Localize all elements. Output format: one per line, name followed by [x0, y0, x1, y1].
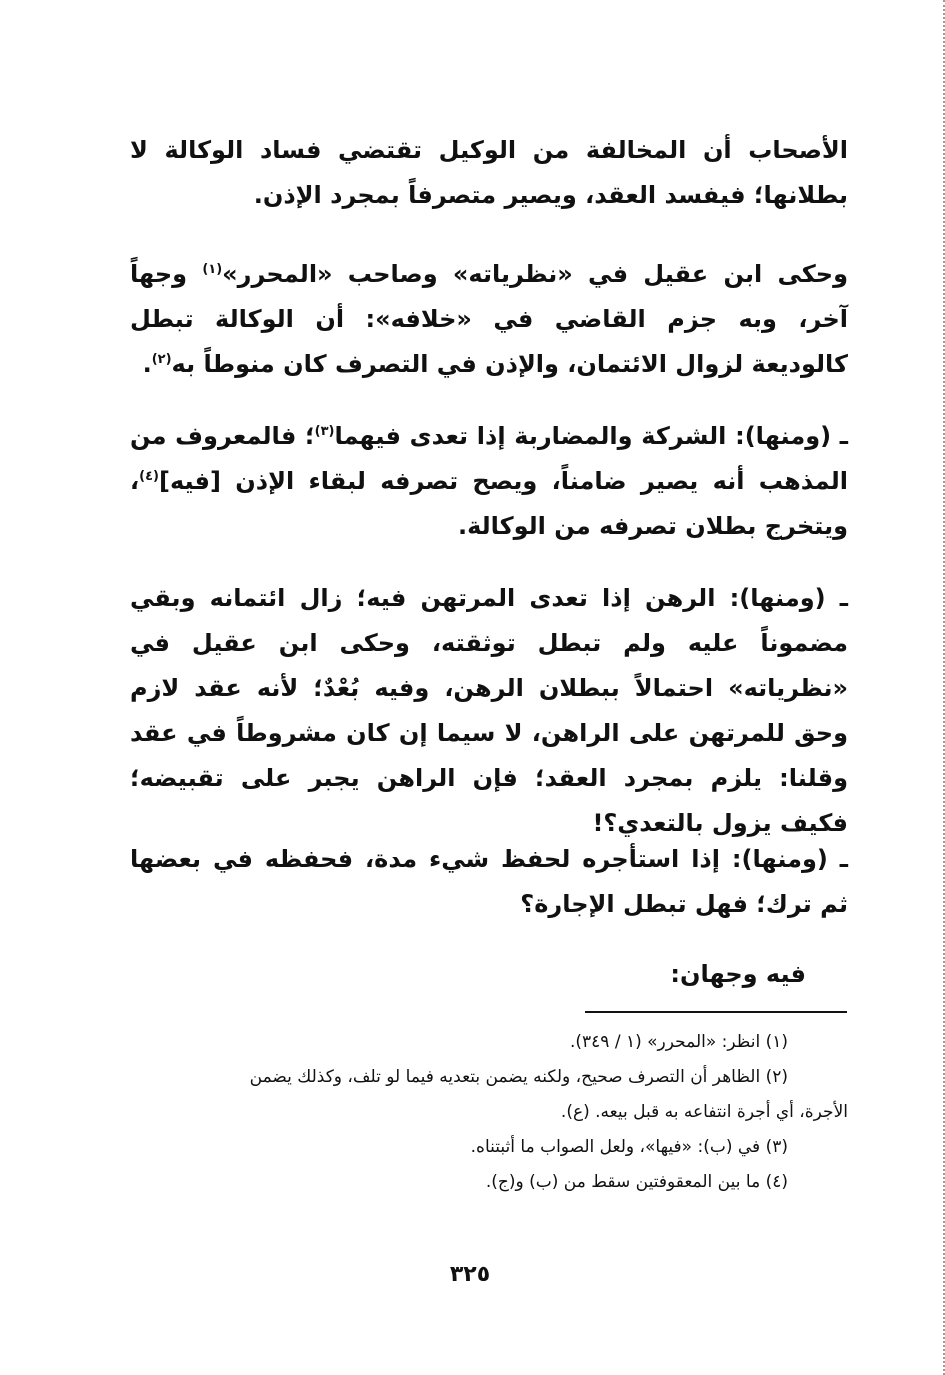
paragraph-3-part-a: الشركة والمضاربة إذا تعدى فيهما [334, 422, 736, 450]
paragraph-3-part-b: ؛ فالمعروف من المذهب أنه يصير ضامناً، ويصح تصرفه لبقاء الإذن [فيه] [130, 422, 848, 495]
paragraph-4-lead: ـ (ومنها): [729, 584, 848, 612]
paragraph-3-part-c: ، ويتخرج بطلان تصرفه من الوكالة. [130, 467, 848, 540]
footnote-divider [585, 1011, 847, 1013]
footnote-4: (٤) ما بين المعقوفتين سقط من (ب) و(ج). [485, 1172, 788, 1192]
paragraph-1-text: الأصحاب أن المخالفة من الوكيل تقتضي فساد الوكالة لا بطلانها؛ فيفسد العقد، ويصير متصرفاً بمجرد الإذن. [130, 136, 848, 209]
footnotes [120, 1025, 848, 1200]
paragraph-6 [130, 952, 848, 997]
paragraph-2 [130, 252, 848, 387]
paragraph-1 [130, 128, 848, 218]
paragraph-3-text [130, 414, 848, 549]
paragraph-4-body: الرهن إذا تعدى المرتهن فيه؛ زال ائتمانه وبقي مضموناً عليه ولم تبطل توثقته، وحكى ابن عقيل في «نظرياته» احتمالاً ببطلان الرهن، وفيه بُعْدٌ؛ لأنه عقد لازم وحق للمرتهن على الراهن، لا سيما إن كان مشروطاً في عقد وقلنا: يلزم بمجرد العقد؛ فإن الراهن يجبر على تقبيضه؛ فكيف يزول بالتعدي؟! [130, 584, 848, 837]
footnote-ref-1: (١) [202, 262, 223, 277]
footnote-ref-4: (٤) [139, 469, 159, 484]
page-number: ٣٢٥ [449, 1262, 491, 1287]
footnote-ref-2: (٢) [151, 352, 172, 367]
paragraph-6-text: فيه وجهان: [670, 960, 806, 988]
page-edge-dotted-line [937, 0, 945, 1375]
footnote-ref-3: (٣) [314, 424, 335, 439]
footnote-2: (٢) الظاهر أن التصرف صحيح، ولكنه يضمن بتعديه فيما لو تلف، وكذلك يضمن [249, 1067, 788, 1087]
paragraph-5 [130, 837, 848, 927]
paragraph-2-part-c: . [142, 350, 152, 378]
paragraph-5-lead: ـ (ومنها): [731, 845, 848, 873]
paragraph-2-part-b: وجهاً آخر، وبه جزم القاضي في «خلافه»: أن الوكالة تبطل كالوديعة لزوال الائتمان، والإذن في التصرف كان منوطاً به [130, 260, 848, 378]
paragraph-5-text [130, 837, 848, 927]
paragraph-2-text [130, 252, 848, 387]
paragraph-3-lead: ـ (ومنها): [735, 422, 848, 450]
paragraph-5-body: إذا استأجره لحفظ شيء مدة، فحفظه في بعضها ثم ترك؛ فهل تبطل الإجارة؟ [130, 845, 848, 918]
paragraph-4-text [130, 576, 848, 846]
paragraph-2-part-a: وحكى ابن عقيل في «نظرياته» وصاحب «المحرر» [222, 260, 848, 288]
paragraph-4 [130, 576, 848, 846]
footnote-2-continued: الأجرة، أي أجرة انتفاعه به قبل بيعه. (ع). [560, 1102, 848, 1122]
footnote-1: (١) انظر: «المحرر» (١ / ٣٤٩). [569, 1032, 788, 1052]
footnote-3: (٣) في (ب): «فيها»، ولعل الصواب ما أثبتناه. [470, 1137, 788, 1157]
paragraph-3 [130, 414, 848, 549]
